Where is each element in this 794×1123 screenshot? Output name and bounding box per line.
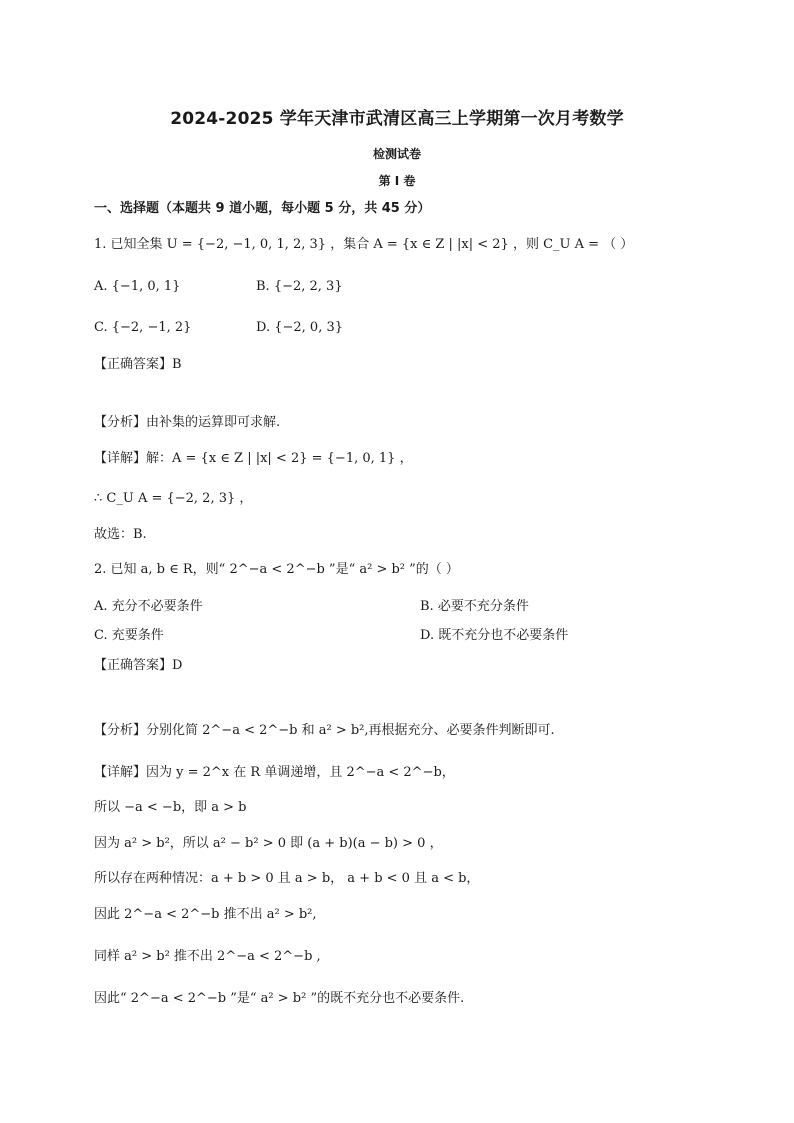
q2-option-c: C. 充要条件 [94, 628, 164, 643]
q2-analysis: 【分析】分别化简 2^−a < 2^−b 和 a² > b²,再根据充分、必要条件判断即可. [94, 723, 555, 738]
q2-line-1: 所以 −a < −b，即 a > b [94, 800, 247, 815]
q1-option-a: A. {−1, 0, 1} [94, 279, 181, 294]
q2-option-b: B. 必要不充分条件 [420, 599, 529, 614]
q1-answer: 【正确答案】B [94, 357, 182, 372]
q1-option-c: C. {−2, −1, 2} [94, 320, 192, 335]
q2-line-2: 因为 a² > b²，所以 a² − b² > 0 即 (a + b)(a − b) > 0 ， [94, 836, 443, 851]
q1-analysis: 【分析】由补集的运算即可求解. [94, 415, 281, 430]
q1-therefore: ∴ C_U A = {−2, 2, 3} ， [94, 491, 253, 506]
volume-label: 第 I 卷 [378, 174, 416, 188]
q2-option-d: D. 既不充分也不必要条件 [420, 628, 569, 643]
exam-title: 2024-2025 学年天津市武清区高三上学期第一次月考数学 [170, 109, 624, 129]
q2-line-5: 同样 a² > b² 推不出 2^−a < 2^−b , [94, 949, 321, 964]
question-1-stem: 1. 已知全集 U = {−2, −1, 0, 1, 2, 3} ，集合 A = {x ∈ Z | |x| < 2} ，则 C_U A = （ ） [94, 237, 634, 252]
q1-option-b: B. {−2, 2, 3} [256, 279, 343, 294]
exam-subtitle: 检测试卷 [372, 147, 421, 161]
q1-detail: 【详解】解：A = {x ∈ Z | |x| < 2} = {−1, 0, 1} ， [94, 451, 413, 466]
q2-line-6: 因此“ 2^−a < 2^−b ”是“ a² > b² ”的既不充分也不必要条件. [94, 991, 465, 1006]
q1-choose: 故选：B. [94, 527, 147, 542]
question-2-stem: 2. 已知 a, b ∈ R，则“ 2^−a < 2^−b ”是“ a² > b² ”的（ ） [94, 562, 459, 577]
q2-line-3: 所以存在两种情况：a + b > 0 且 a > b， a + b < 0 且 a < b， [94, 871, 480, 886]
q2-answer: 【正确答案】D [94, 658, 183, 673]
q1-option-d: D. {−2, 0, 3} [256, 320, 344, 335]
section-heading: 一、选择题（本题共 9 道小题，每小题 5 分，共 45 分） [94, 201, 431, 216]
q2-line-4: 因此 2^−a < 2^−b 推不出 a² > b², [94, 907, 317, 922]
q2-detail: 【详解】因为 y = 2^x 在 R 单调递增，且 2^−a < 2^−b， [94, 765, 455, 780]
q2-option-a: A. 充分不必要条件 [94, 599, 203, 614]
